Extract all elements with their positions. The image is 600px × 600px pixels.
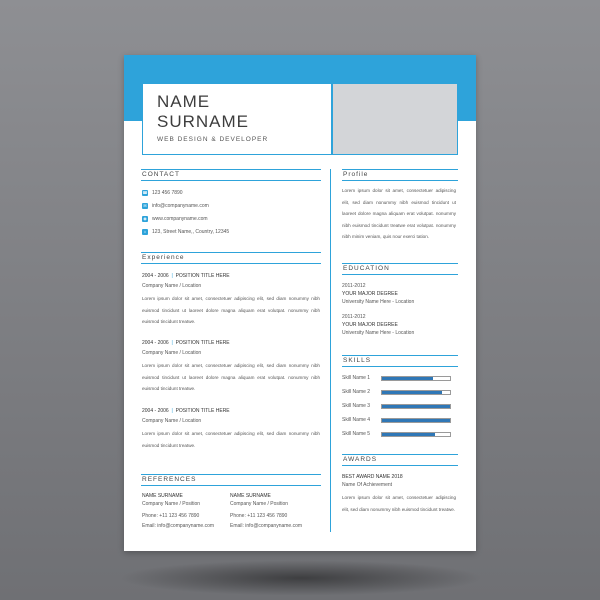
skill-bar-fill-5 xyxy=(382,433,435,436)
reference-2-phone: Phone: +11 123 456 7890 xyxy=(230,513,288,519)
last-name: SURNAME xyxy=(157,112,250,131)
experience-title: Experience xyxy=(141,252,321,264)
job-3-separator: | xyxy=(170,408,175,414)
skill-bar-fill-2 xyxy=(382,391,442,394)
photo-placeholder xyxy=(332,83,458,155)
job-1-years: 2004 - 2006 xyxy=(142,273,169,279)
education-2-school: University Name Here - Location xyxy=(342,330,415,336)
first-name: NAME xyxy=(157,92,211,111)
skill-bar-2 xyxy=(381,390,451,395)
web-icon: ◉ xyxy=(143,216,147,221)
contact-email: info@companyname.com xyxy=(152,203,209,209)
skill-bar-3 xyxy=(381,404,451,409)
skill-label-3: Skill Name 3 xyxy=(342,403,371,409)
skills-title: SKILLS xyxy=(342,355,458,367)
reference-1-email: Email: info@companyname.com xyxy=(142,523,215,529)
job-1-position: POSITION TITLE HERE xyxy=(175,273,230,279)
profile-text: Lorem ipsum dolor sit amet, consectetuer adipiscing elit, sed diam nonummy nibh euismod tincidunt ut laoreet dolore magna aliquam erat volutpat. nonummy nibh euismod tincidunt treatwe erat volutpat. nonummy nibh minim veniam, quis nour exerci tation. xyxy=(342,188,456,239)
skill-bar-fill-4 xyxy=(382,419,450,422)
job-3-company: Company Name / Location xyxy=(142,418,202,424)
skill-label-1: Skill Name 1 xyxy=(342,375,371,381)
skill-bar-1 xyxy=(381,376,451,381)
reference-2-email: Email: info@companyname.com xyxy=(230,523,303,529)
page-shadow xyxy=(118,560,484,596)
reference-1-position: Company Name / Position xyxy=(142,501,201,507)
education-1-years: 2011-2012 xyxy=(342,283,366,289)
job-1-description: Lorem ipsum dolor sit amet, consectetuer adipiscing elit, sed diam nonummy nibh euismod tincidunt ut laoreet dolore magna aliquam erat volutpat. nonummy nibh euismod tincidunt treatwe. xyxy=(142,296,320,324)
job-2-position: POSITION TITLE HERE xyxy=(175,340,230,346)
contact-address: 123, Street Name,, Country, 12345 xyxy=(152,229,230,235)
reference-1-name: NAME SURNAME xyxy=(142,493,183,499)
education-2-degree: YOUR MAJOR DEGREE xyxy=(342,322,398,328)
job-2-description: Lorem ipsum dolor sit amet, consectetuer adipiscing elit, sed diam nonummy nibh euismod tincidunt ut laoreet dolore magna aliquam erat volutpat. nonummy nibh euismod tincidunt treatwe. xyxy=(142,363,320,391)
job-3-description: Lorem ipsum dolor sit amet, consectetuer adipiscing elit, sed diam nonummy nibh euismod tincidunt treatwe. xyxy=(142,431,320,448)
references-title: REFERENCES xyxy=(141,474,321,486)
skill-label-4: Skill Name 4 xyxy=(342,417,371,423)
skill-bar-5 xyxy=(381,432,451,437)
job-1-separator: | xyxy=(170,273,175,279)
reference-2-name: NAME SURNAME xyxy=(230,493,271,499)
job-2-separator: | xyxy=(170,340,175,346)
job-2-years: 2004 - 2006 xyxy=(142,340,169,346)
skill-bar-4 xyxy=(381,418,451,423)
awards-title: AWARDS xyxy=(342,454,458,466)
education-1-school: University Name Here - Location xyxy=(342,299,415,305)
job-2-company: Company Name / Location xyxy=(142,350,202,356)
job-1-company: Company Name / Location xyxy=(142,283,202,289)
phone-icon: ☎ xyxy=(142,190,148,195)
job-3-position: POSITION TITLE HERE xyxy=(175,408,230,414)
education-title: EDUCATION xyxy=(342,263,458,275)
resume-page xyxy=(124,55,476,551)
education-2-years: 2011-2012 xyxy=(342,314,366,320)
skill-bar-fill-3 xyxy=(382,405,450,408)
skill-label-2: Skill Name 2 xyxy=(342,389,371,395)
job-role: WEB DESIGN & DEVELOPER xyxy=(157,136,269,143)
job-2-header xyxy=(142,340,230,346)
job-3-header xyxy=(142,408,230,414)
skill-label-5: Skill Name 5 xyxy=(342,431,371,437)
award-text: Lorem ipsum dolor sit amet, consectetuer adipiscing elit, sed diam nonummy nibh euismod tincidunt treatwe. xyxy=(342,495,456,512)
job-1-header xyxy=(142,273,230,279)
column-divider xyxy=(330,169,331,532)
contact-phone: 123 456 7890 xyxy=(152,190,183,196)
contact-web: www.companyname.com xyxy=(152,216,208,222)
reference-2-position: Company Name / Position xyxy=(230,501,289,507)
location-icon: ⌂ xyxy=(143,229,147,234)
email-icon: ✉ xyxy=(143,203,147,208)
award-subtitle: Name Of Achievement xyxy=(342,482,393,488)
award-name: BEST AWARD NAME 2018 xyxy=(342,474,403,480)
name-box xyxy=(142,83,332,155)
skill-bar-fill-1 xyxy=(382,377,433,380)
education-1-degree: YOUR MAJOR DEGREE xyxy=(342,291,398,297)
reference-1-phone: Phone: +11 123 456 7890 xyxy=(142,513,200,519)
contact-title: CONTACT xyxy=(141,169,321,181)
job-3-years: 2004 - 2006 xyxy=(142,408,169,414)
profile-title: Profile xyxy=(342,169,458,181)
